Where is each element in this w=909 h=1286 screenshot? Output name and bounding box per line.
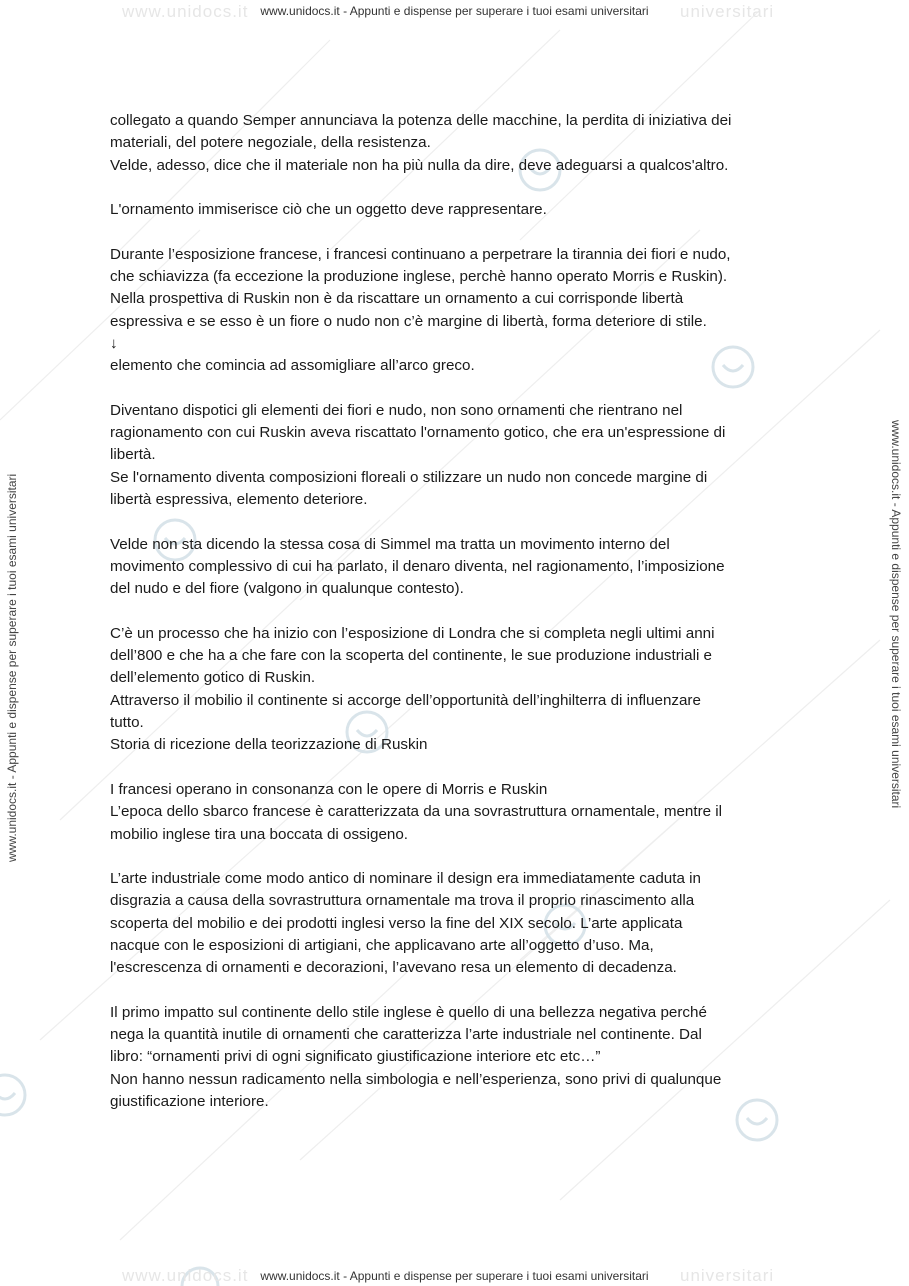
- body-line: Non hanno nessun radicamento nella simbologia e nell’esperienza, sono privi di qualunque: [110, 1070, 722, 1088]
- body-line: Attraverso il mobilio il continente si accorge dell’opportunità dell’inghilterra di influenzare: [110, 691, 701, 709]
- body-line: Nella prospettiva di Ruskin non è da riscattare un ornamento a cui corrisponde libertà: [110, 290, 684, 308]
- body-line: L'ornamento immiserisce ciò che un oggetto deve rappresentare.: [110, 201, 547, 219]
- header-ghost-left: www.unidocs.it: [122, 2, 249, 21]
- down-arrow-icon: ↓: [110, 334, 118, 352]
- body-line: libro: “ornamenti privi di ogni significato giustificazione interiore etc etc…”: [110, 1048, 601, 1066]
- body-line: che schiavizza (fa eccezione la produzione inglese, perchè hanno operato Morris e Ruskin).: [110, 268, 728, 286]
- blank-line: [110, 757, 810, 779]
- body-line: L’epoca dello sbarco francese è caratterizzata da una sovrastruttura ornamentale, mentre il: [110, 803, 723, 821]
- footer-ghost-left: www.unidocs.it: [122, 1266, 249, 1285]
- body-line: tutto.: [110, 714, 144, 732]
- body-line: L’arte industriale come modo antico di nominare il design era immediatamente caduta in: [110, 870, 701, 888]
- document-body: [110, 110, 810, 1113]
- body-line: materiali, del potere negoziale, della resistenza.: [110, 134, 431, 152]
- body-line: giustificazione interiore.: [110, 1093, 269, 1111]
- side-banner-right: www.unidocs.it - Appunti e dispense per superare i tuoi esami universitari: [889, 420, 903, 809]
- body-line: disgrazia a causa della sovrastruttura ornamentale ma trova il proprio rinascimento alla: [110, 892, 695, 910]
- body-line: libertà espressiva, elemento deteriore.: [110, 491, 368, 509]
- body-line: dell’elemento gotico di Ruskin.: [110, 669, 316, 687]
- body-line: Velde, adesso, dice che il materiale non ha più nulla da dire, deve adeguarsi a qualcos'altro.: [110, 156, 729, 174]
- blank-line: [110, 601, 810, 623]
- header-ghost-right: universitari: [680, 2, 775, 21]
- body-line: I francesi operano in consonanza con le opere di Morris e Ruskin: [110, 780, 548, 798]
- body-line: C’è un processo che ha inizio con l’esposizione di Londra che si completa negli ultimi anni: [110, 624, 715, 642]
- body-line: del nudo e del fiore (valgono in qualunque contesto).: [110, 580, 464, 598]
- blank-line: [110, 980, 810, 1002]
- body-line: Il primo impatto sul continente dello stile inglese è quello di una bellezza negativa perché: [110, 1003, 707, 1021]
- body-line: movimento complessivo di cui ha parlato, il denaro diventa, nel ragionamento, l’imposizione: [110, 557, 725, 575]
- footer-banner: www.unidocs.it - Appunti e dispense per superare i tuoi esami universitari: [260, 1269, 649, 1283]
- blank-line: [110, 177, 810, 199]
- body-line: scoperta del mobilio e dei prodotti inglesi verso la fine del XIX secolo. L’arte applicata: [110, 914, 683, 932]
- body-line: Durante l’esposizione francese, i francesi continuano a perpetrare la tirannia dei fiori e nudo,: [110, 245, 731, 263]
- body-line: collegato a quando Semper annunciava la potenza delle macchine, la perdita di iniziativa dei: [110, 112, 732, 129]
- body-line: nacque con le esposizioni di artigiani, che applicavano arte all’oggetto d’uso. Ma,: [110, 936, 654, 954]
- body-line: l'escrescenza di ornamenti e decorazioni, l’avevano resa un elemento di decadenza.: [110, 959, 677, 977]
- body-line: Storia di ricezione della teorizzazione di Ruskin: [110, 736, 428, 754]
- body-line: espressiva e se esso è un fiore o nudo non c’è margine di libertà, forma deteriore di stile.: [110, 312, 707, 330]
- blank-line: [110, 221, 810, 243]
- body-line: ragionamento con cui Ruskin aveva riscattato l'ornamento gotico, che era un'espressione di: [110, 424, 726, 442]
- body-line: elemento che comincia ad assomigliare all’arco greco.: [110, 357, 475, 375]
- body-line: mobilio inglese tira una boccata di ossigeno.: [110, 825, 409, 843]
- body-line: Se l'ornamento diventa composizioni floreali o stilizzare un nudo non concede margine di: [110, 468, 708, 486]
- body-line: nega la quantità inutile di ornamenti che caratterizza l’arte industriale nel continente. Dal: [110, 1026, 702, 1044]
- blank-line: [110, 846, 810, 868]
- body-line: Diventano dispotici gli elementi dei fiori e nudo, non sono ornamenti che rientrano nel: [110, 401, 683, 419]
- body-line: libertà.: [110, 446, 156, 464]
- side-banner-left: www.unidocs.it - Appunti e dispense per superare i tuoi esami universitari: [5, 473, 19, 862]
- body-line: Velde non sta dicendo la stessa cosa di Simmel ma tratta un movimento interno del: [110, 535, 670, 553]
- blank-line: [110, 378, 810, 400]
- blank-line: [110, 511, 810, 533]
- header-banner: www.unidocs.it - Appunti e dispense per superare i tuoi esami universitari: [260, 4, 649, 18]
- body-line: dell’800 e che ha a che fare con la scoperta del continente, le sue produzione industriali e: [110, 647, 712, 665]
- footer-ghost-right: universitari: [680, 1266, 775, 1285]
